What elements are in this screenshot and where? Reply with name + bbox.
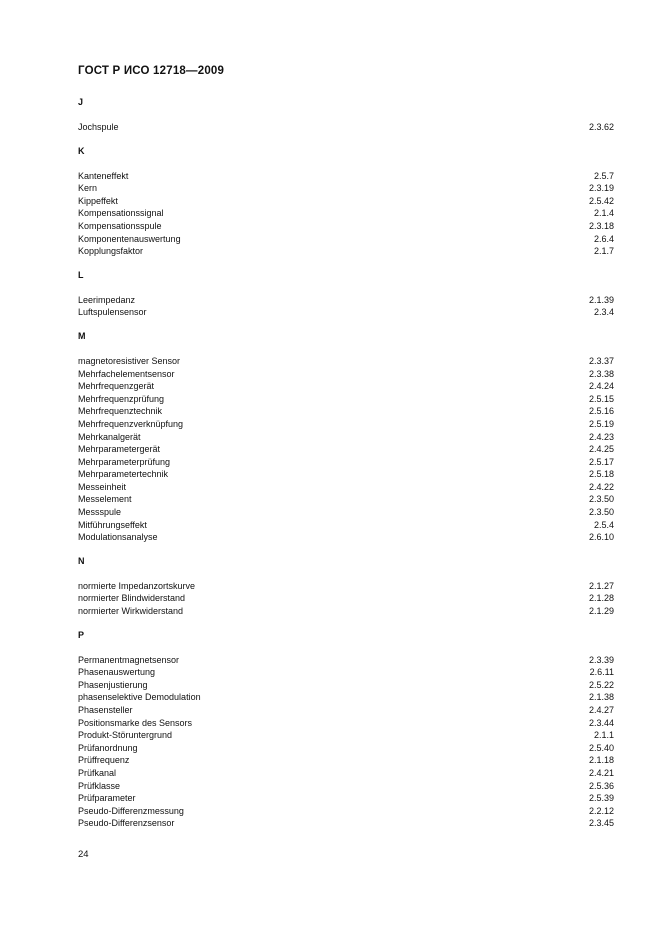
entry-reference: 2.3.37 xyxy=(588,355,614,366)
index-entry xyxy=(78,393,614,406)
entry-reference: 2.1.28 xyxy=(588,593,614,604)
index-entry xyxy=(78,679,614,692)
entry-reference: 2.4.27 xyxy=(588,705,614,715)
entry-reference: 2.5.15 xyxy=(588,393,614,404)
index-section xyxy=(78,555,614,618)
index-entry xyxy=(78,754,614,767)
entry-reference: 2.4.25 xyxy=(588,444,614,455)
index-entry xyxy=(78,195,614,208)
index-entry xyxy=(78,121,614,134)
section-letter: P xyxy=(78,629,85,640)
entry-term: magnetoresistiver Sensor xyxy=(78,355,181,366)
entry-reference: 2.1.7 xyxy=(593,246,614,257)
index-entry xyxy=(78,207,614,220)
entry-term: Mehrkanalgerät xyxy=(78,431,141,442)
entry-reference: 2.1.18 xyxy=(588,755,614,766)
entry-term: Produkt-Störuntergrund xyxy=(78,730,173,741)
entry-term: Komponentenauswertung xyxy=(78,233,181,244)
index-entry xyxy=(78,805,614,818)
entry-term: Phasensteller xyxy=(78,705,133,715)
index-entry xyxy=(78,306,614,319)
index-entry xyxy=(78,506,614,519)
entry-term: Messspule xyxy=(78,507,122,518)
index-entry xyxy=(78,729,614,742)
entry-reference: 2.4.24 xyxy=(588,381,614,392)
section-letter: J xyxy=(78,97,84,107)
entry-term: Kopplungsfaktor xyxy=(78,246,144,257)
index-entry xyxy=(78,493,614,506)
entry-term: Prüfanordnung xyxy=(78,742,138,753)
index-entry xyxy=(78,519,614,532)
entry-reference: 2.1.38 xyxy=(588,692,614,703)
entry-term: normierter Wirkwiderstand xyxy=(78,606,184,617)
index-entry xyxy=(78,580,614,593)
entry-reference: 2.5.4 xyxy=(593,519,614,530)
entry-reference: 2.5.18 xyxy=(588,469,614,480)
section-letter: M xyxy=(78,330,86,341)
index-entry xyxy=(78,691,614,704)
index-entry xyxy=(78,170,614,183)
entry-term: Pseudo-Differenzmessung xyxy=(78,805,184,816)
entry-reference: 2.3.62 xyxy=(588,122,614,132)
entry-reference: 2.5.42 xyxy=(588,195,614,206)
entry-reference: 2.4.22 xyxy=(588,481,614,492)
index-section xyxy=(78,330,614,544)
entry-term: Mitführungseffekt xyxy=(78,519,147,530)
entry-reference: 2.1.39 xyxy=(588,294,614,305)
entry-reference: 2.4.21 xyxy=(588,767,614,778)
index-entry xyxy=(78,531,614,544)
entry-reference: 2.5.19 xyxy=(588,418,614,429)
entry-reference: 2.5.7 xyxy=(593,170,614,181)
document-title: ГОСТ Р ИСО 12718—2009 xyxy=(78,65,225,77)
entry-term: Messelement xyxy=(78,494,132,505)
entry-reference: 2.1.27 xyxy=(588,580,614,591)
index-entry xyxy=(78,767,614,780)
entry-reference: 2.6.11 xyxy=(589,667,614,678)
index-entry xyxy=(78,704,614,717)
entry-term: Mehrfachelementsensor xyxy=(78,368,175,379)
entry-reference: 2.3.44 xyxy=(588,717,614,728)
entry-term: normierter Blindwiderstand xyxy=(78,593,186,604)
index-entry xyxy=(78,443,614,456)
entry-reference: 2.6.10 xyxy=(588,532,614,543)
entry-reference: 2.5.36 xyxy=(588,780,614,791)
index-entry xyxy=(78,481,614,494)
entry-term: Kompensationsspule xyxy=(78,220,162,231)
entry-reference: 2.3.18 xyxy=(588,220,614,231)
index-entry xyxy=(78,368,614,381)
entry-reference: 2.6.4 xyxy=(593,233,614,244)
entry-reference: 2.3.50 xyxy=(588,507,614,518)
entry-term: Kanteneffekt xyxy=(78,170,129,181)
entry-reference: 2.2.12 xyxy=(588,805,614,816)
entry-reference: 2.3.39 xyxy=(588,654,614,665)
index-entry xyxy=(78,456,614,469)
entry-term: Mehrfrequenzprüfung xyxy=(78,393,165,404)
index-entry xyxy=(78,294,614,307)
entry-list xyxy=(78,355,614,544)
index-entry xyxy=(78,605,614,618)
section-letter: K xyxy=(78,145,85,156)
index-entry xyxy=(78,220,614,233)
entry-reference: 2.3.50 xyxy=(588,494,614,505)
entry-term: Prüffrequenz xyxy=(78,755,130,766)
entry-list xyxy=(78,654,614,830)
index-entry xyxy=(78,245,614,258)
index-entry xyxy=(78,182,614,195)
entry-reference: 2.5.22 xyxy=(588,679,614,690)
entry-list xyxy=(78,294,614,319)
index-entry xyxy=(78,418,614,431)
index-entry xyxy=(78,468,614,481)
entry-term: Mehrfrequenzverknüpfung xyxy=(78,418,184,429)
entry-term: Messeinheit xyxy=(78,481,127,492)
index-section xyxy=(78,96,614,134)
entry-list xyxy=(78,170,614,258)
entry-reference: 2.3.19 xyxy=(588,183,614,194)
index-section xyxy=(78,629,614,830)
entry-term: Mehrparametergerät xyxy=(78,444,161,455)
entry-term: Jochspule xyxy=(78,122,119,132)
index-entry xyxy=(78,654,614,667)
index-entry xyxy=(78,405,614,418)
index-entry xyxy=(78,355,614,368)
index-entry xyxy=(78,380,614,393)
entry-term: normierte Impedanzortskurve xyxy=(78,580,196,591)
entry-term: Kern xyxy=(78,183,98,194)
index-section xyxy=(78,145,614,258)
index-entry xyxy=(78,233,614,246)
index-entry xyxy=(78,592,614,605)
entry-reference: 2.3.45 xyxy=(588,818,614,829)
index-entry xyxy=(78,792,614,805)
entry-term: Kippeffekt xyxy=(78,195,118,206)
entry-reference: 2.3.38 xyxy=(588,368,614,379)
entry-term: Mehrfrequenztechnik xyxy=(78,406,163,417)
entry-term: Leerimpedanz xyxy=(78,294,136,305)
alphabetical-index xyxy=(78,96,614,841)
index-entry xyxy=(78,780,614,793)
entry-term: Positionsmarke des Sensors xyxy=(78,717,193,728)
entry-term: Phasenjustierung xyxy=(78,679,148,690)
index-entry xyxy=(78,431,614,444)
entry-reference: 2.1.1 xyxy=(593,730,614,741)
index-section xyxy=(78,269,614,319)
entry-term: Mehrfrequenzgerät xyxy=(78,381,155,392)
entry-term: Permanentmagnetsensor xyxy=(78,654,180,665)
entry-list xyxy=(78,580,614,618)
entry-reference: 2.5.17 xyxy=(588,456,614,467)
index-entry xyxy=(78,817,614,830)
entry-reference: 2.3.4 xyxy=(593,307,614,318)
entry-term: Prüfkanal xyxy=(78,767,117,778)
entry-term: Mehrparametertechnik xyxy=(78,469,169,480)
entry-reference: 2.1.4 xyxy=(593,208,614,219)
entry-term: phasenselektive Demodulation xyxy=(78,692,201,703)
index-entry xyxy=(78,666,614,679)
index-entry xyxy=(78,717,614,730)
entry-reference: 2.5.16 xyxy=(588,406,614,417)
entry-term: Mehrparameterprüfung xyxy=(78,456,171,467)
section-letter: L xyxy=(78,269,84,280)
entry-term: Kompensationssignal xyxy=(78,208,164,219)
entry-list xyxy=(78,121,614,134)
index-entry xyxy=(78,742,614,755)
entry-term: Luftspulensensor xyxy=(78,307,147,318)
entry-reference: 2.1.29 xyxy=(588,606,614,617)
entry-term: Prüfparameter xyxy=(78,793,136,804)
entry-reference: 2.4.23 xyxy=(588,431,614,442)
entry-term: Prüfklasse xyxy=(78,780,121,791)
entry-reference: 2.5.40 xyxy=(588,742,614,753)
page-number: 24 xyxy=(78,849,89,860)
entry-term: Phasenauswertung xyxy=(78,667,156,678)
entry-term: Modulationsanalyse xyxy=(78,532,158,543)
section-letter: N xyxy=(78,555,85,566)
entry-term: Pseudo-Differenzsensor xyxy=(78,818,175,829)
entry-reference: 2.5.39 xyxy=(588,793,614,804)
